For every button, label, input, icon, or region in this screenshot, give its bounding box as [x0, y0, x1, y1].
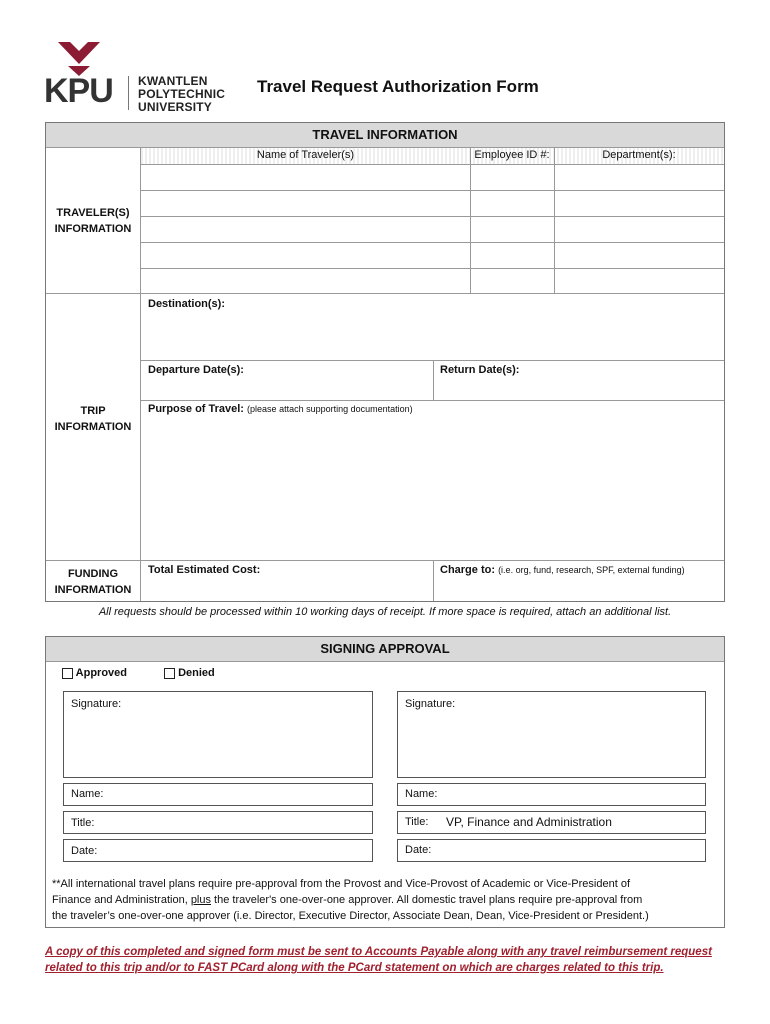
trip-caption-line-1: TRIP	[80, 405, 106, 417]
intl-note-line-3: the traveler’s one-over-one approver (i.e. Director, Executive Director, Associate Dean, Dean, Vice-President or President.)	[52, 910, 649, 922]
left-signature-label: Signature:	[71, 698, 122, 710]
rule	[46, 560, 724, 561]
traveler-employee-field-4[interactable]	[471, 244, 553, 267]
funding-information-caption	[46, 566, 140, 598]
right-title-value: VP, Finance and Administration	[446, 815, 612, 829]
travel-section-header: TRAVEL INFORMATION	[46, 123, 724, 147]
intl-note-line-2-part-a: Finance and Administration,	[52, 894, 191, 906]
charge-label-text: Charge to:	[440, 564, 495, 576]
traveler-name-field-4[interactable]	[142, 244, 469, 267]
denied-option[interactable]	[164, 667, 215, 679]
destination-label: Destination(s):	[148, 298, 225, 310]
total-estimated-cost-field[interactable]	[142, 578, 432, 600]
traveler-name-field-1[interactable]	[142, 166, 469, 189]
right-name-label: Name:	[405, 788, 438, 800]
travelers-information-caption	[46, 205, 140, 237]
logo-abbreviation: KPU	[44, 72, 113, 110]
purpose-note: (please attach supporting documentation)	[247, 404, 413, 414]
rule	[46, 293, 724, 294]
rule	[46, 661, 724, 662]
approved-label: Approved	[75, 667, 127, 679]
right-date-label: Date:	[405, 844, 432, 856]
logo-divider	[128, 76, 129, 110]
traveler-department-field-1[interactable]	[555, 166, 723, 189]
total-estimated-cost-label: Total Estimated Cost:	[148, 564, 261, 576]
kpu-chevron-icon	[56, 42, 102, 76]
traveler-employee-field-2[interactable]	[471, 192, 553, 215]
departure-date-field[interactable]	[142, 378, 432, 398]
intl-note-line-2	[52, 892, 717, 908]
accounts-payable-notice	[45, 944, 735, 976]
left-name-field[interactable]	[63, 783, 373, 806]
funding-caption-line-1: FUNDING	[67, 568, 119, 580]
column-name-of-travelers: Name of Traveler(s)	[256, 149, 355, 161]
traveler-employee-field-5[interactable]	[471, 270, 553, 292]
right-signature-label: Signature:	[405, 698, 456, 710]
signing-section-header: SIGNING APPROVAL	[46, 637, 724, 661]
traveler-department-field-5[interactable]	[555, 270, 723, 292]
logo-line-1: KWANTLEN	[138, 74, 208, 88]
left-date-label: Date:	[71, 845, 98, 857]
travelers-caption-line-2: INFORMATION	[54, 223, 132, 235]
column-department: Department(s):	[602, 149, 676, 161]
traveler-name-field-5[interactable]	[142, 270, 469, 292]
rule	[141, 190, 724, 191]
traveler-department-field-3[interactable]	[555, 218, 723, 241]
notice-line-2: related to this trip and/or to FAST PCard along with the PCard statement on which are charges related to this trip.	[45, 962, 664, 974]
logo-line-3: UNIVERSITY	[138, 100, 213, 114]
approved-option[interactable]	[62, 667, 127, 679]
traveler-employee-field-3[interactable]	[471, 218, 553, 241]
return-date-field[interactable]	[434, 378, 723, 398]
processing-footnote: All requests should be processed within 10 working days of receipt. If more space is required, attach an additional list.	[98, 606, 672, 618]
travelers-caption-line-1: TRAVELER(S)	[56, 207, 130, 219]
kpu-logo	[44, 42, 224, 112]
traveler-employee-field-1[interactable]	[471, 166, 553, 189]
left-date-field[interactable]	[63, 839, 373, 862]
traveler-name-field-3[interactable]	[142, 218, 469, 241]
funding-caption-line-2: INFORMATION	[54, 584, 132, 596]
intl-note-line-2-part-c: the traveler's one-over-one approver. All domestic travel plans require pre-approval from	[211, 894, 643, 906]
approved-checkbox[interactable]	[62, 668, 73, 679]
return-date-label: Return Date(s):	[440, 364, 520, 376]
trip-caption-line-2: INFORMATION	[54, 421, 132, 433]
purpose-of-travel-label	[148, 403, 413, 415]
traveler-name-field-2[interactable]	[142, 192, 469, 215]
rule	[141, 216, 724, 217]
international-travel-note	[52, 876, 717, 924]
intl-note-line-1: **All international travel plans require pre-approval from the Provost and Vice-Provost of Academic or Vice-President of	[52, 878, 630, 890]
charge-note: (i.e. org, fund, research, SPF, external funding)	[498, 565, 685, 575]
charge-to-label	[440, 564, 685, 576]
departure-date-label: Departure Date(s):	[148, 364, 244, 376]
form-title: Travel Request Authorization Form	[257, 77, 539, 96]
charge-to-field[interactable]	[434, 578, 723, 600]
denied-checkbox[interactable]	[164, 668, 175, 679]
left-title-field[interactable]	[63, 811, 373, 834]
left-name-label: Name:	[71, 788, 104, 800]
traveler-department-field-2[interactable]	[555, 192, 723, 215]
left-title-label: Title:	[71, 817, 95, 829]
rule	[141, 268, 724, 269]
rule	[141, 400, 724, 401]
trip-information-caption	[46, 403, 140, 435]
right-name-field[interactable]	[397, 783, 706, 806]
purpose-label-text: Purpose of Travel:	[148, 403, 244, 415]
destination-field[interactable]	[142, 312, 723, 358]
right-title-label: Title:	[405, 816, 429, 828]
intl-note-line-2-emphasis: plus	[190, 894, 211, 906]
column-employee-id: Employee ID #:	[474, 149, 550, 161]
right-date-field[interactable]	[397, 839, 706, 862]
logo-line-2: POLYTECHNIC	[138, 87, 226, 101]
notice-line-1: A copy of this completed and signed form must be sent to Accounts Payable along with any travel reimbursement request	[45, 946, 712, 958]
denied-label: Denied	[178, 667, 215, 679]
traveler-department-field-4[interactable]	[555, 244, 723, 267]
purpose-of-travel-field[interactable]	[142, 418, 723, 558]
rule	[141, 164, 724, 165]
rule	[141, 242, 724, 243]
